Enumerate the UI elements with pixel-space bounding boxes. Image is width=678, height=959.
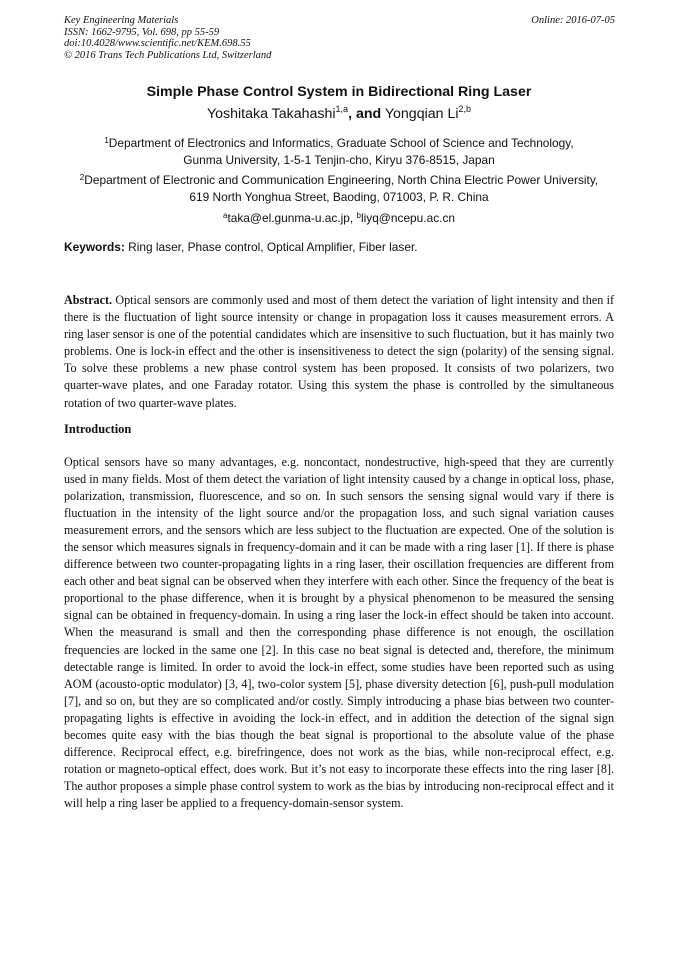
keywords [64,240,418,254]
affiliation-2-mark: 2 [79,173,85,182]
email-b[interactable]: liyq@ncepu.ac.cn [360,211,456,225]
journal-header [64,15,271,61]
abstract [64,292,614,412]
affiliation-1-line-1: Department of Electronics and Informatics, Graduate School of Science and Technology, [108,136,574,150]
online-date: Online: 2016-07-05 [531,15,615,26]
journal-name: Key Engineering Materials [64,15,179,26]
abstract-label: Abstract. [64,293,113,307]
affiliation-1 [0,135,678,169]
author-2-superscript: 2,b [458,104,472,114]
author-1-superscript: 1,a [335,104,349,114]
abstract-text: Optical sensors are commonly used and most of them detect the variation of light intensity and then if there is the fluctuation of light source intensity or change in propagation loss it causes measurement errors. A ring laser sensor is one of the potential candidates which are insensitive to such fluctuation, but it has mainly two problems. One is lock-in effect and the other is insensitiveness to detect the sign (polarity) of the sensing signal. To solve these problems a new phase control system has been proposed. It consists of two polarizers, two quarter-wave plates, and one Faraday rotator. Using this system the phase is controlled by the simultaneous rotation of two quarter-wave plates. [64,293,614,410]
keywords-text: Ring laser, Phase control, Optical Amplifier, Fiber laser. [128,240,418,254]
email-a[interactable]: taka@el.gunma-u.ac.jp, [227,211,354,225]
affiliation-2-line-2: 619 North Yonghua Street, Baoding, 071003, P. R. China [189,190,489,204]
doi-line[interactable]: doi:10.4028/www.scientific.net/KEM.698.55 [64,38,251,50]
affiliation-2 [0,172,678,206]
affiliation-1-mark: 1 [104,136,109,145]
affiliation-2-line-1: Department of Electronic and Communication Engineering, North China Electric Power University, [84,173,599,187]
introduction-heading: Introduction [64,422,132,436]
author-connector: , and [348,106,382,122]
email-line [0,211,678,225]
author-1: Yoshitaka Takahashi [206,106,336,122]
affiliation-1-line-2: Gunma University, 1-5-1 Tenjin-cho, Kiryu 376-8515, Japan [183,153,495,167]
introduction-paragraph: Optical sensors have so many advantages, e.g. noncontact, nondestructive, high-speed that they are currently used in many fields. Most of them detect the variation of light intensity caused by a change in optical loss, phase, polarization, transmission, fluorescence, and so on. In such sensors the sensing signal would vary if there is fluctuation in the intensity of the light source and/or the propagation loss, and such signal variation causes measurement errors, and the sensors which are less subject to the fluctuation are expected. One of the solution is the sensor which measures signals in frequency-domain and it can be made with a ring laser [1]. If there is phase difference between two counter-propagating lights in a ring laser, their oscillation frequencies are different from each other and beat signal can be observed when they interfere with each other. Since the frequency of the beat is proportional to the phase difference, when it is brought by a physical phenomenon to be measured the sensing signal can be obtained in frequency-domain. In using a ring laser the lock-in effect should be taken into account. When the measurand is small and then the corresponding phase difference is not enough, the oscillation frequencies are locked in the same one [2]. In this case no beat signal is detected and, therefore, the minimum detectable range is limited. In order to avoid the lock-in effect, some studies have been reported such as using AOM (acousto-optic modulator) [3, 4], two-color system [5], phase diversity detection [6], push-pull modulation [7], and so on, but they are so complicated and/or costly. Simply introducing a phase bias between two counter-propagating lights is effective in avoiding the lock-in effect, and in addition the detection of the signal sign becomes quite easy with the bias though the beat signal is proportional to the absolute value of the phase difference. Reciprocal effect, e.g. birefringence, does not work as the bias, while non-reciprocal effect, e.g. rotation or magneto-optical effect, does work. But it’s not easy to incorporate these effects into the ring laser [8]. The author proposes a simple phase control system to work as the bias by introducing non-reciprocal effect and it will help a ring laser be applied to a frequency-domain-sensor system. [64,455,614,810]
email-a-mark: a [222,211,228,220]
copyright-line: © 2016 Trans Tech Publications Ltd, Switzerland [64,49,272,61]
author-line [0,106,678,122]
author-2: Yongqian Li [384,106,459,122]
email-b-mark: b [356,211,361,220]
issn-line: ISSN: 1662-9795, Vol. 698, pp 55-59 [64,26,220,38]
paper-title: Simple Phase Control System in Bidirectional Ring Laser [146,84,532,100]
keywords-label: Keywords: [64,240,125,254]
